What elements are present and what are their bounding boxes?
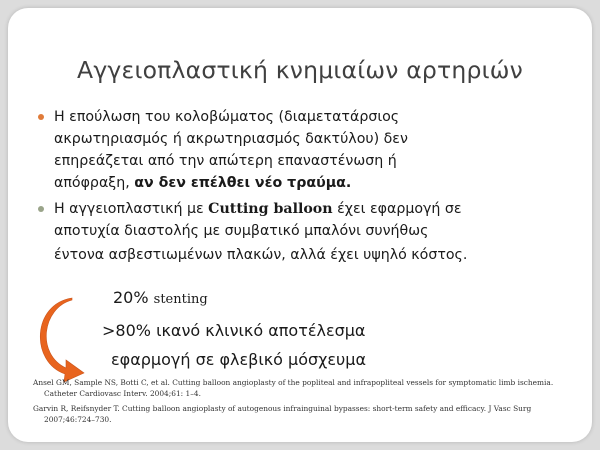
bullet2-line1-bold: Cutting balloon <box>208 201 333 217</box>
reference-item <box>33 403 578 425</box>
bullet-item-cutting-balloon <box>38 198 583 268</box>
stat-vein-graft <box>111 350 366 369</box>
bullet1-line4-plain: απόφραξη, <box>54 175 135 191</box>
stat-stenting-value: 20% <box>113 288 149 307</box>
bullet-list <box>38 106 583 272</box>
reference-1-line2: Catheter Cardiovasc Interv. 2004;61: 1–4. <box>44 389 201 398</box>
stat-clinical-outcome <box>102 321 365 340</box>
bullet2-line1-pre: Η αγγειοπλαστική με <box>54 201 209 217</box>
curved-arrow-icon <box>38 294 88 384</box>
bullet1-line4-bold: αν δεν επέλθει νέο τραύμα. <box>134 175 352 191</box>
bullet2-line2: αποτυχία διαστολής με συμβατικό μπαλόνι συνήθως <box>54 223 429 239</box>
stat-stenting-label: stenting <box>153 292 208 307</box>
bullet-item-stump-healing <box>38 106 583 194</box>
stat-vein-graft-text: εφαρμογή σε φλεβικό μόσχευμα <box>111 350 367 369</box>
stat-stenting <box>113 288 208 307</box>
bullet2-line3: έντονα ασβεστιωμένων πλακών, αλλά έχει υψηλό κόστος. <box>54 247 468 263</box>
bullet-dot-icon <box>38 114 44 120</box>
bullet1-line3: επηρεάζεται από την απώτερη επαναστένωση ή <box>54 153 397 169</box>
bullet-dot-icon <box>38 206 44 212</box>
reference-2-line2: 2007;46:724–730. <box>44 415 112 424</box>
reference-2-line1: Garvin R, Reifsnyder T. Cutting balloon angioplasty of autogenous infrainguinal bypasses: short-term safety and efficacy. J Vasc Surg <box>33 404 532 413</box>
stat-clinical-outcome-label: ικανό κλινικό αποτέλεσμα <box>156 321 366 340</box>
slide <box>8 8 592 442</box>
slide-title: Αγγειοπλαστική κνημιαίων αρτηριών <box>77 56 523 84</box>
bullet2-line1-post: έχει εφαρμογή σε <box>332 201 462 217</box>
references <box>33 377 578 429</box>
reference-item <box>33 377 578 399</box>
stat-clinical-outcome-value: >80% <box>102 321 151 340</box>
reference-1-line1: Ansel GM, Sample NS, Botti C, et al. Cutting balloon angioplasty of the popliteal and infrapopliteal vessels for symptomatic limb ischemia. <box>33 378 554 387</box>
bullet1-line1: Η επούλωση του κολοβώματος (διαμετατάρσιος <box>54 109 400 125</box>
bullet1-line2: ακρωτηριασμός ή ακρωτηριασμός δακτύλου) δεν <box>54 131 408 147</box>
